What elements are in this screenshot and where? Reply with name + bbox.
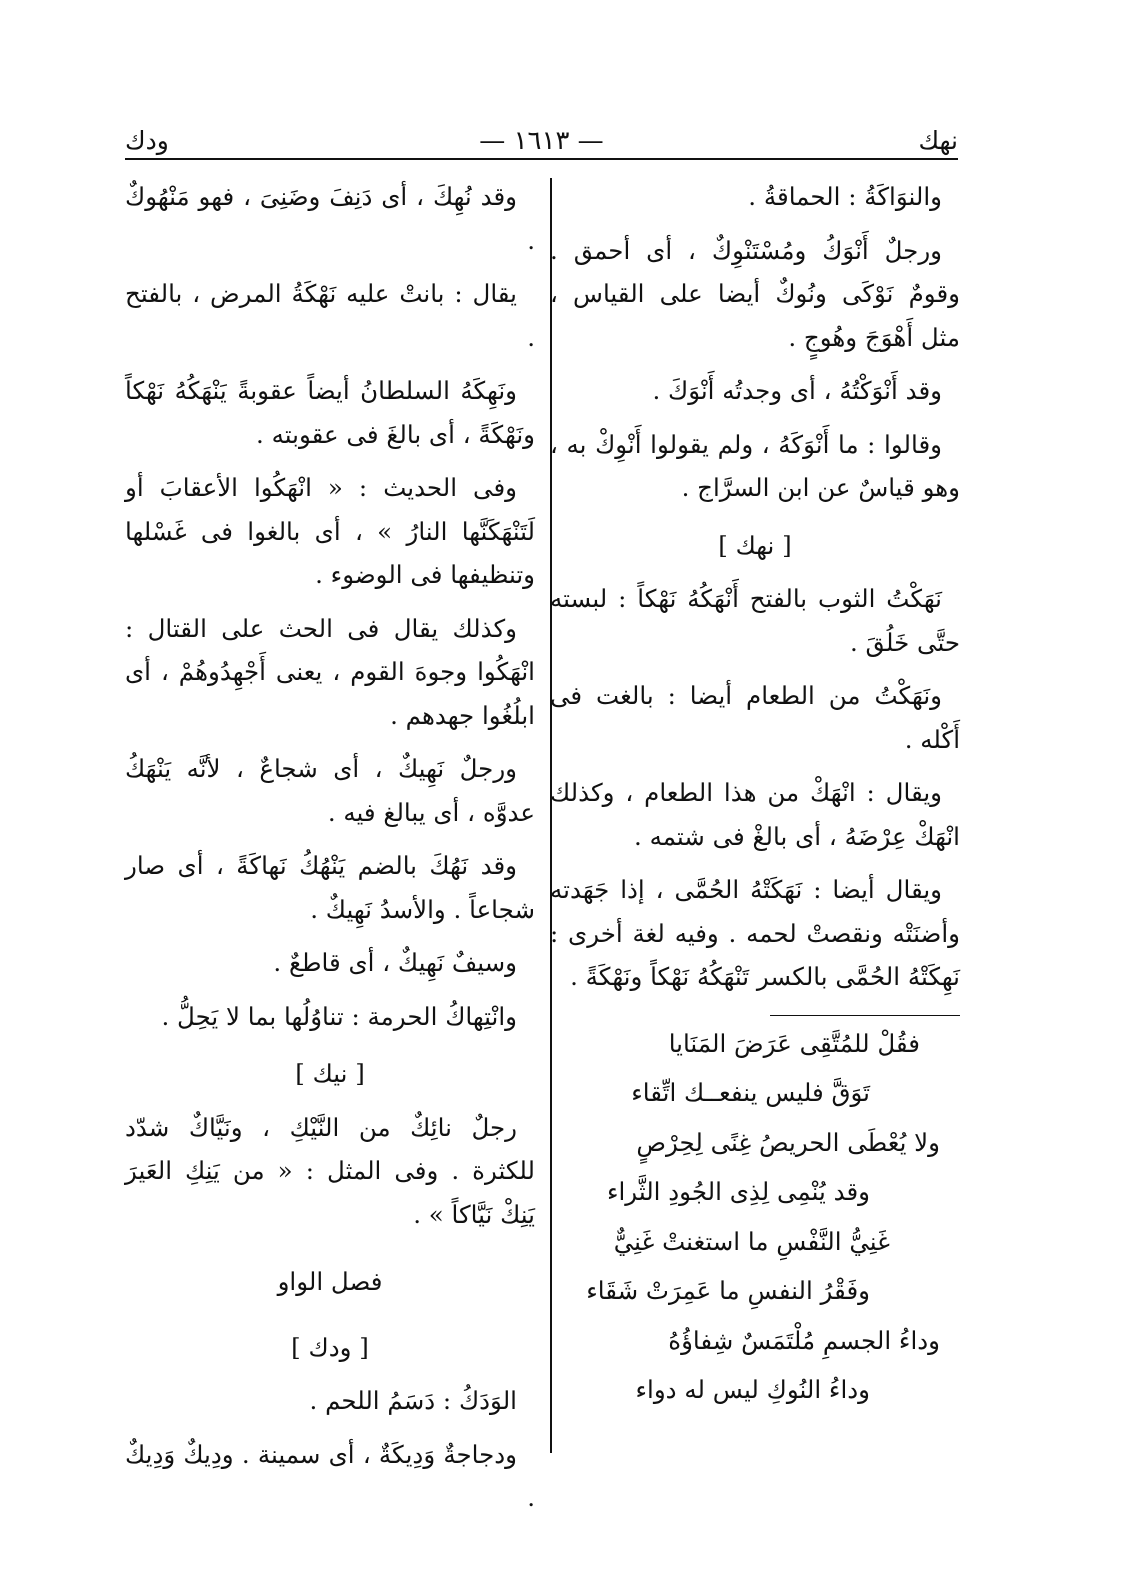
verse-line: غَنِيُّ النَّفْسِ ما استغنتْ غَنِيٌّ [613,1226,890,1256]
entry-paragraph: وقد أَنْوَكْتُهُ ، أى وجدتُه أَنْوَكَ . [652,376,942,405]
entry-paragraph: وانْتِهاكُ الحرمة : تناوُلُها بما لا يَحِلُّ . [161,1001,517,1031]
entry-paragraph: الوَدَكُ : دَسَمُ اللحم . [309,1386,517,1415]
verse-line: وفَقْرُ النفسِ ما عَمِرَتْ شَقَاء [586,1276,870,1305]
verse-separator [770,1015,960,1016]
entry-paragraph: يقال : بانتْ عليه نَهْكَةُ المرض ، بالفتح . [125,279,535,352]
right-column [550,175,960,1412]
verse-line: وداءُ الجسمِ مُلْتَمَسٌ شِفاؤُهُ [668,1325,940,1355]
entry-paragraph: ويقال : انْهَكْ من هذا الطعام ، وكذلك انْهَكْ عِرْضَهُ ، أى بالغْ فى شتمه . [550,778,960,851]
verse-line: فقُلْ للمُتَّقِى عَرَضَ المَنَايا [668,1028,920,1058]
header-right-word: نهك [918,126,958,155]
entry-paragraph: والنوَاكَةُ : الحماقةُ . [748,182,942,211]
entry-paragraph: ويقال أيضا : نَهَكَتْهُ الحُمَّى ، إذا جَهَدته وأضنَتْه ونقصتْ لحمه . وفيه لغة أخرى : نَهِكَتْهُ الحُمَّى بالكسر تَنْهَكُهُ نَهْكاً ونَهْكَةً . [550,875,960,991]
entry-paragraph: وسيفٌ نَهِيكٌ ، أى قاطعٌ . [273,948,517,977]
verse-line: ولا يُعْطَى الحريصُ غِنًى لِحِرْصٍ [636,1127,940,1157]
verse-line: وداءُ النُوكِ ليس له دواء [635,1375,870,1404]
entry-paragraph: وقد نَهُكَ بالضم يَنْهُكُ نَهاكَةً ، أى صار شجاعاً . والأسدُ نَهِيكٌ . [125,851,535,924]
entry-paragraph: وقد نُهِكَ ، أى دَنِفَ وضَنِىَ ، فهو مَنْهُوكٌ . [125,182,535,255]
header-left-word: ودك [125,126,169,155]
entry-paragraph: ورجلٌ نَهِيكٌ ، أى شجاعٌ ، لأنَّه يَنْهَكُ عدوَّه ، أى يبالغ فيه . [125,754,535,827]
entry-paragraph: وقالوا : ما أَنْوَكَهُ ، ولم يقولوا أَنْوِكْ به ، وهو قياسٌ عن ابن السرَّاج . [550,429,960,502]
entry-paragraph: نَهَكْتُ الثوب بالفتح أَنْهَكُهُ نَهْكاً : لبسته حتَّى خَلُقَ . [550,584,960,657]
entry-paragraph: وفى الحديث : « انْهَكُوا الأعقابَ أو لَتَنْهَكَنَّها النارُ » ، أى بالغوا فى غَسْلها وتنظيفها فى الوضوء . [125,473,535,589]
verse-line: تَوَقَّ فليس ينفعــك اتِّقاء [631,1078,870,1107]
entry-paragraph: وكذلك يقال فى الحث على القتال : انْهَكُوا وجوهَ القوم ، يعنى أَجْهِدُوهُمْ ، أى ابلُغُوا جهدهم . [125,613,535,730]
left-column [125,175,535,1530]
headword-wadk: [ ودك ] [291,1332,369,1362]
page-header [125,118,958,160]
section-title: فصل الواو [277,1267,383,1296]
headword-nayk: [ نيك ] [295,1059,365,1088]
entry-paragraph: ورجلٌ أَنْوَكُ ومُسْتَنْوِكٌ ، أى أحمق . وقومٌ نَوْكَى ونُوكٌ أيضا على القياس ، مثل أَهْوَجَ وهُوجٍ . [550,235,960,352]
page-number: — ١٦١٣ — [479,126,604,156]
verse-line: وقد يُنْمِى لِذِى الجُودِ الثَّراء [606,1177,870,1206]
entry-paragraph: ونَهَكْتُ من الطعام أيضا : بالغت فى أَكْله . [550,681,960,754]
headword-nahk: [ نهك ] [718,530,792,560]
entry-paragraph: ونَهِكَهُ السلطانُ أيضاً عقوبةً يَنْهَكُهُ نَهْكاً ونَهْكَةً ، أى بالغَ فى عقوبته . [125,376,535,449]
entry-paragraph: ودجاجةٌ وَدِيكَةٌ ، أى سمينة . ودِيكٌ وَدِيكٌ . [125,1439,535,1512]
entry-paragraph: رجلٌ نائِكٌ من النَّيْكِ ، ونَيَّاكٌ شدّد للكثرة . وفى المثل : « من يَنِكِ العَيرَ يَنِكْ نَيَّاكاً » . [125,1112,535,1229]
